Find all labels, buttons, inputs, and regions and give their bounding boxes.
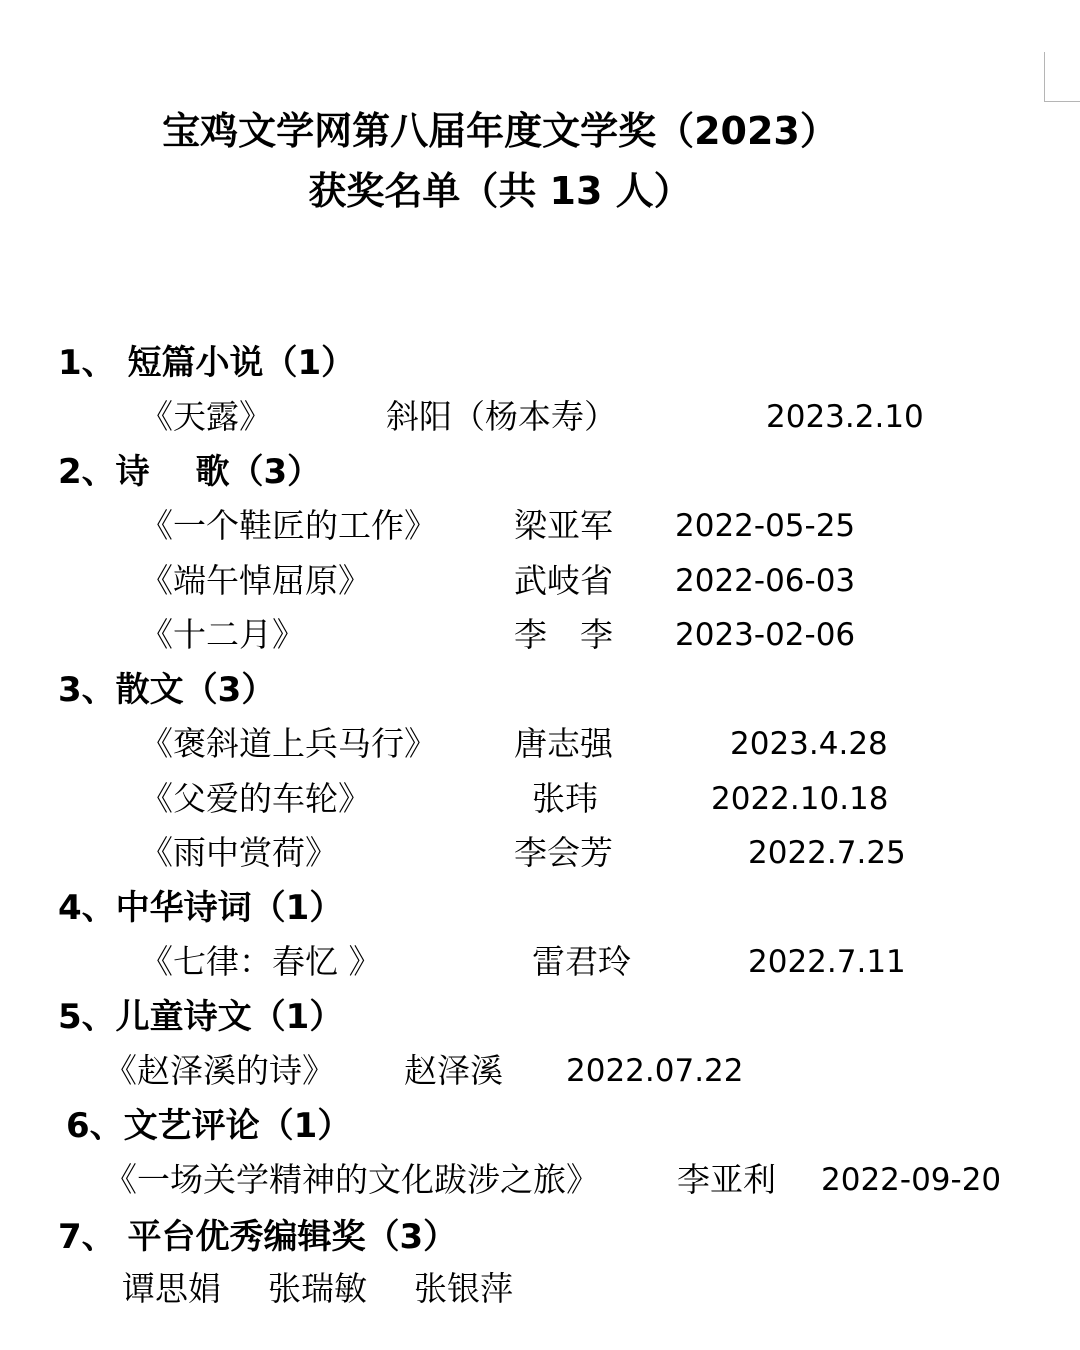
entry-work: 《一场关学精神的文化跋涉之旅》 [104, 1160, 599, 1199]
entry-work: 《父爱的车轮》 [140, 779, 371, 818]
section-heading-editor-award: 7、 平台优秀编辑奖（3） [58, 1217, 458, 1257]
editor-name: 谭思娟 [122, 1269, 221, 1308]
entry-author: 张玮 [532, 779, 598, 818]
section-heading-prose: 3、散文（3） [58, 670, 276, 710]
entry-work: 《十二月》 [140, 615, 305, 654]
entry-author: 唐志强 [514, 724, 613, 763]
document-title: 宝鸡文学网第八届年度文学奖（2023） [162, 109, 838, 153]
entry-work: 《七律：春忆 》 [140, 942, 382, 981]
entry-date: 2022.07.22 [566, 1053, 744, 1089]
entry-author: 李亚利 [677, 1160, 776, 1199]
entry-date: 2022-06-03 [675, 563, 856, 599]
editor-name: 张瑞敏 [268, 1269, 367, 1308]
entry-author: 梁亚军 [514, 506, 613, 545]
section-heading-children-literature: 5、儿童诗文（1） [58, 997, 344, 1037]
entry-author: 武岐省 [514, 561, 613, 600]
entry-work: 《褒斜道上兵马行》 [140, 724, 437, 763]
entry-date: 2022.10.18 [711, 781, 889, 817]
entry-date: 2022.7.25 [748, 835, 906, 871]
page-corner-mark [1044, 52, 1080, 102]
section-heading-poetry: 2、诗 歌（3） [58, 452, 322, 492]
entry-author: 雷君玲 [532, 942, 631, 981]
entry-work: 《端午悼屈原》 [140, 561, 371, 600]
entry-author: 斜阳（杨本寿） [386, 397, 617, 436]
section-heading-literary-criticism: 6、文艺评论（1） [66, 1106, 352, 1146]
entry-work: 《天露》 [140, 397, 272, 436]
entry-date: 2022.7.11 [748, 944, 906, 980]
entry-work: 《一个鞋匠的工作》 [140, 506, 437, 545]
entry-date: 2023-02-06 [675, 617, 856, 653]
entry-author: 赵泽溪 [404, 1051, 503, 1090]
entry-work: 《雨中赏荷》 [140, 833, 338, 872]
entry-date: 2023.4.28 [730, 726, 888, 762]
document-subtitle: 获奖名单（共 13 人） [308, 169, 692, 213]
entry-author: 李 李 [514, 615, 613, 654]
entry-date: 2022-09-20 [821, 1162, 1002, 1198]
section-heading-classical-poetry: 4、中华诗词（1） [58, 888, 344, 928]
entry-author: 李会芳 [514, 833, 613, 872]
entry-date: 2023.2.10 [766, 399, 924, 435]
section-heading-short-story: 1、 短篇小说（1） [58, 343, 356, 383]
entry-work: 《赵泽溪的诗》 [104, 1051, 335, 1090]
editor-name: 张银萍 [414, 1269, 513, 1308]
entry-date: 2022-05-25 [675, 508, 856, 544]
